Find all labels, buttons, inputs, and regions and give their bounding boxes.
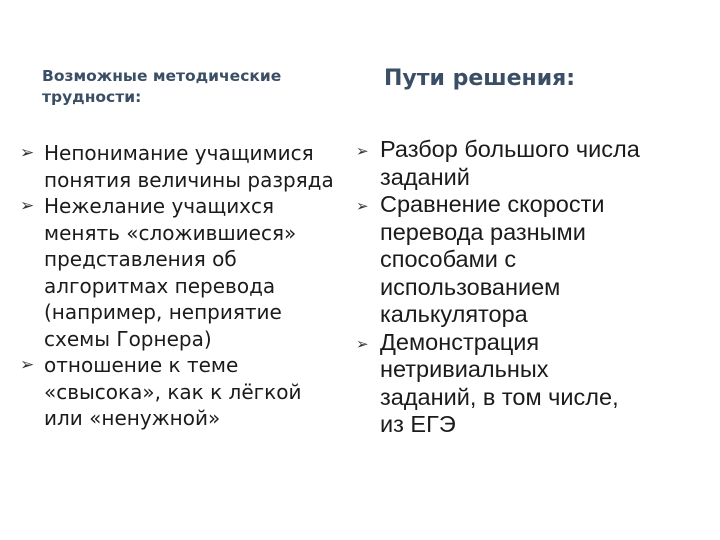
arrow-bullet-icon: ➢ (20, 355, 35, 375)
arrow-bullet-icon: ➢ (356, 334, 369, 353)
solutions-heading: Пути решения: (384, 66, 576, 91)
list-item (20, 140, 364, 193)
list-item-text: Сравнение скорости перевода разными способами с использованием калькулятора (380, 191, 605, 327)
list-item (20, 193, 364, 352)
list-item-text: Нежелание учащихся менять «сложившиеся» представления об алгоритмах перевода (например, неприятие схемы Горнера) (44, 194, 297, 351)
list-item-text: Разбор большого числа заданий (380, 136, 640, 190)
difficulties-list (20, 140, 364, 432)
list-item (356, 191, 706, 329)
arrow-bullet-icon: ➢ (20, 196, 35, 216)
list-item (356, 329, 706, 439)
list-item-text: Демонстрация нетривиальных заданий, в том числе, из ЕГЭ (380, 328, 619, 437)
solutions-list (356, 136, 706, 439)
arrow-bullet-icon: ➢ (20, 143, 35, 163)
list-item-text: отношение к теме «свысока», как к лёгкой или «ненужной» (44, 353, 302, 430)
list-item-text: Непонимание учащимися понятия величины разряда (44, 141, 334, 192)
arrow-bullet-icon: ➢ (356, 197, 369, 215)
arrow-bullet-icon: ➢ (356, 142, 369, 160)
difficulties-heading: Возможные методические трудности: (42, 67, 282, 106)
list-item (356, 136, 706, 191)
list-item (20, 352, 364, 432)
